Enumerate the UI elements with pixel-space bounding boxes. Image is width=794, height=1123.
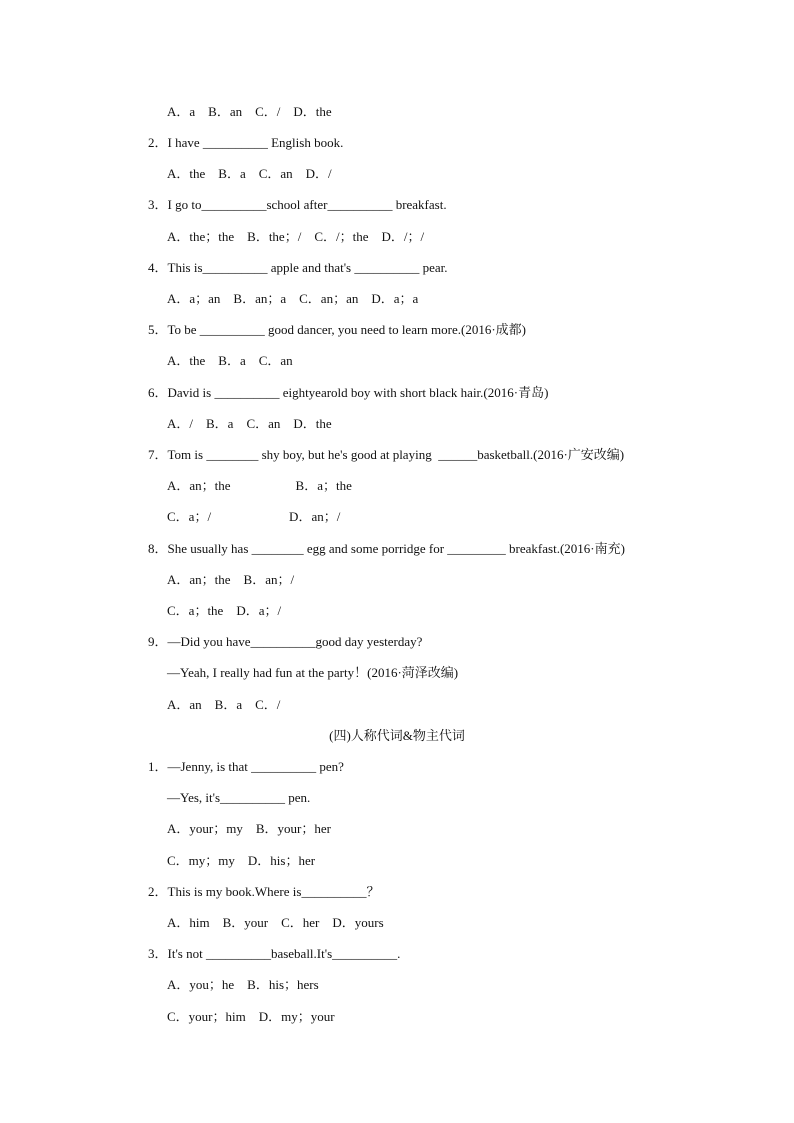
q2-stem: 2．I have __________ English book. — [148, 135, 344, 150]
q6-options: A．/ B．a C．an D．the — [167, 416, 332, 431]
s4-q3-options-cd: C．your；him D．my；your — [167, 1009, 335, 1024]
s4-q3-options-ab: A．you；he B．his；hers — [167, 977, 319, 992]
q8-options-cd: C．a；the D．a；/ — [167, 603, 282, 618]
q4-stem: 4．This is__________ apple and that's __________ pear. — [148, 260, 448, 275]
s4-q3-stem: 3．It's not __________baseball.It's__________. — [148, 946, 401, 961]
q6-stem: 6．David is __________ eightyearold boy with short black hair.(2016·青岛) — [148, 385, 549, 400]
q5-stem: 5．To be __________ good dancer, you need to learn more.(2016·成都) — [148, 322, 527, 337]
s4-q1-stem: 1．—Jenny, is that __________ pen? — [148, 759, 344, 774]
q3-stem: 3．I go to__________school after__________ breakfast. — [148, 197, 447, 212]
q5-options: A．the B．a C．an — [167, 353, 293, 368]
q7-stem: 7．Tom is ________ shy boy, but he's good at playing ______basketball.(2016·广安改编) — [148, 447, 625, 462]
q3-options: A．the；the B．the；/ C．/；the D．/；/ — [167, 229, 425, 244]
q8-options-ab: A．an；the B．an；/ — [167, 572, 295, 587]
q1-options: A．a B．an C．/ D．the — [167, 104, 332, 119]
q9-options: A．an B．a C．/ — [167, 697, 281, 712]
section-heading: (四)人称代词&物主代词 — [329, 728, 465, 743]
s4-q2-options: A．him B．your C．her D．yours — [167, 915, 384, 930]
q9-stem: 9．—Did you have__________good day yesterday? — [148, 634, 423, 649]
s4-q1-options-ab: A．your；my B．your；her — [167, 821, 331, 836]
s4-q1-reply: —Yes, it's__________ pen. — [167, 790, 311, 805]
q7-options-ab: A．an；the B．a；the — [167, 478, 352, 493]
q7-options-cd: C．a；/ D．an；/ — [167, 509, 341, 524]
q9-reply: —Yeah, I really had fun at the party！(2016·菏泽改编) — [167, 665, 459, 680]
s4-q2-stem: 2．This is my book.Where is__________？ — [148, 884, 380, 899]
s4-q1-options-cd: C．my；my D．his；her — [167, 853, 316, 868]
q8-stem: 8．She usually has ________ egg and some porridge for _________ breakfast.(2016·南充) — [148, 541, 625, 556]
q2-options: A．the B．a C．an D．/ — [167, 166, 332, 181]
q4-options: A．a；an B．an；a C．an；an D．a；a — [167, 291, 419, 306]
